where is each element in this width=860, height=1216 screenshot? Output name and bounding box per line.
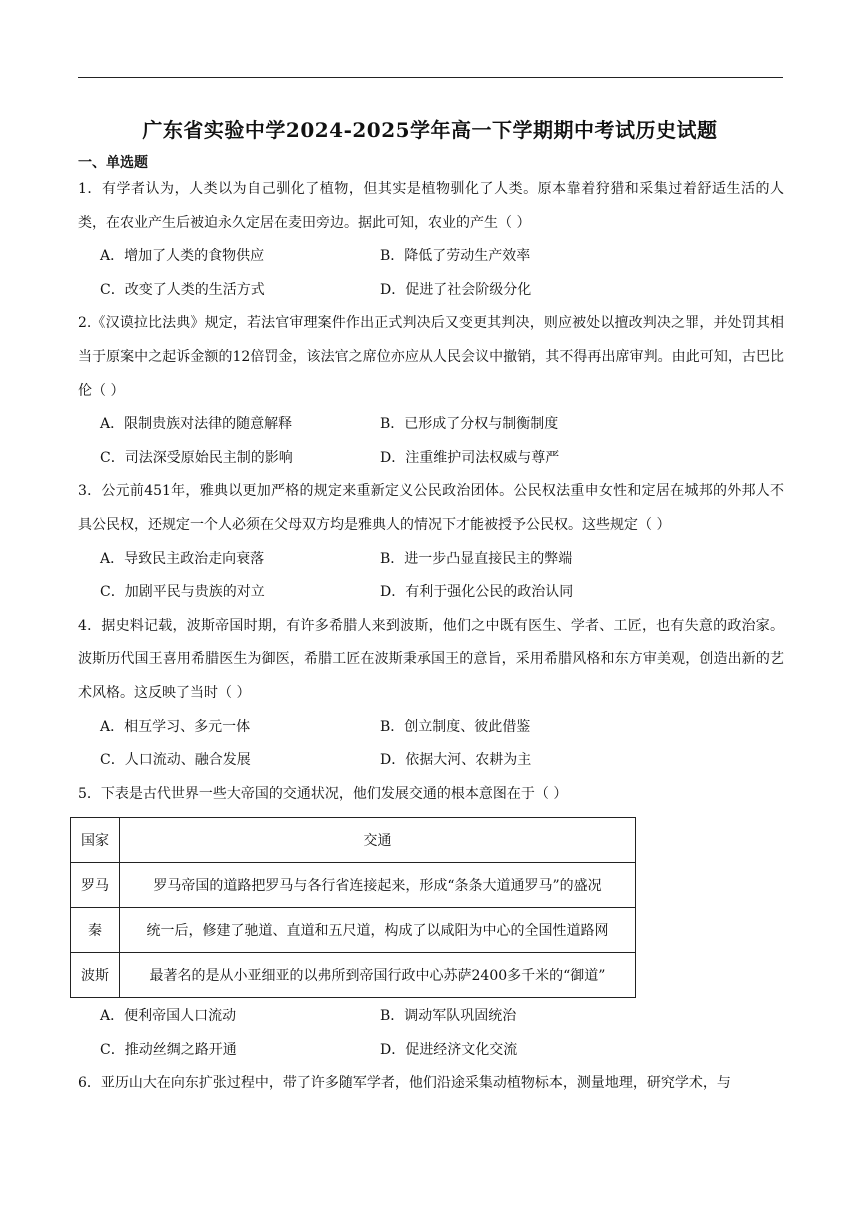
table-row <box>71 863 636 908</box>
question-list <box>78 173 784 1101</box>
table-header: 交通 <box>120 818 636 863</box>
table-header: 国家 <box>71 818 120 863</box>
question-stem: 2.《汉谟拉比法典》规定，若法官审理案件作出正式判决后又变更其判决，则应被处以擅改判决之罪，并处罚其相当于原案中之起诉金额的12倍罚金，该法官之席位亦应从人民会议中撤销，其不得再出席审判。由此可知，古巴比伦（ ） <box>78 315 784 399</box>
option-d[interactable]: D．依据大河、农耕为主 <box>380 752 532 769</box>
table-header-row <box>71 818 636 863</box>
section-heading: 一、单选题 <box>78 155 148 171</box>
table-cell: 波斯 <box>71 953 120 998</box>
option-d[interactable]: D．促进了社会阶级分化 <box>380 281 532 298</box>
question-stem: 1．有学者认为，人类以为自己驯化了植物，但其实是植物驯化了人类。原本靠着狩猎和采集过着舒适生活的人类，在农业产生后被迫永久定居在麦田旁边。据此可知，农业的产生（ ） <box>78 181 784 231</box>
table-cell: 最著名的是从小亚细亚的以弗所到帝国行政中心苏萨2400多千米的“御道” <box>120 953 636 998</box>
option-c[interactable]: C．推动丝绸之路开通 <box>100 1041 237 1058</box>
table-cell: 统一后，修建了驰道、直道和五尺道，构成了以咸阳为中心的全国性道路网 <box>120 908 636 953</box>
option-c[interactable]: C．司法深受原始民主制的影响 <box>100 449 293 466</box>
option-grid <box>100 711 784 778</box>
option-b[interactable]: B．降低了劳动生产效率 <box>380 248 531 265</box>
question-stem: 4．据史料记载，波斯帝国时期，有许多希腊人来到波斯，他们之中既有医生、学者、工匠，也有失意的政治家。波斯历代国王喜用希腊医生为御医，希腊工匠在波斯秉承国王的意旨，采用希腊风格和东方审美观，创造出新的艺术风格。这反映了当时（ ） <box>78 617 784 701</box>
option-grid <box>100 240 784 307</box>
question-2 <box>78 307 784 475</box>
question-5 <box>78 778 784 1068</box>
option-a[interactable]: A．增加了人类的食物供应 <box>100 248 265 265</box>
transport-table <box>70 817 636 998</box>
table-row <box>71 908 636 953</box>
option-c[interactable]: C．加剧平民与贵族的对立 <box>100 584 265 601</box>
option-d[interactable]: D．注重维护司法权威与尊严 <box>380 449 560 466</box>
option-grid <box>100 1000 784 1067</box>
option-a[interactable]: A．便利帝国人口流动 <box>100 1008 237 1025</box>
option-a[interactable]: A．相互学习、多元一体 <box>100 718 251 735</box>
option-b[interactable]: B．进一步凸显直接民主的弊端 <box>380 550 573 567</box>
option-b[interactable]: B．调动军队巩固统治 <box>380 1008 517 1025</box>
question-stem: 6．亚历山大在向东扩张过程中，带了许多随军学者，他们沿途采集动植物标本，测量地理，研究学术，与 <box>78 1075 731 1092</box>
question-stem: 3．公元前451年，雅典以更加严格的规定来重新定义公民政治团体。公民权法重申女性和定居在城邦的外邦人不具公民权，还规定一个人必须在父母双方均是雅典人的情况下才能被授予公民权。这些规定（ ） <box>78 483 784 533</box>
option-c[interactable]: C．人口流动、融合发展 <box>100 752 251 769</box>
question-3 <box>78 475 784 609</box>
option-d[interactable]: D．有利于强化公民的政治认同 <box>380 584 574 601</box>
question-4 <box>78 610 784 778</box>
question-stem: 5．下表是古代世界一些大帝国的交通状况，他们发展交通的根本意图在于（ ） <box>78 785 568 802</box>
option-a[interactable]: A．限制贵族对法律的随意解释 <box>100 416 293 433</box>
option-b[interactable]: B．已形成了分权与制衡制度 <box>380 416 559 433</box>
option-a[interactable]: A．导致民主政治走向衰落 <box>100 550 265 567</box>
option-d[interactable]: D．促进经济文化交流 <box>380 1041 518 1058</box>
table-row <box>71 953 636 998</box>
option-c[interactable]: C．改变了人类的生活方式 <box>100 281 265 298</box>
question-1 <box>78 173 784 307</box>
page-title: 广东省实验中学2024-2025学年高一下学期期中考试历史试题 <box>142 118 718 142</box>
option-grid <box>100 543 784 610</box>
table-cell: 罗马帝国的道路把罗马与各行省连接起来，形成“条条大道通罗马”的盛况 <box>120 863 636 908</box>
header-rule <box>78 77 783 78</box>
option-b[interactable]: B．创立制度、彼此借鉴 <box>380 718 531 735</box>
option-grid <box>100 408 784 475</box>
table-cell: 罗马 <box>71 863 120 908</box>
table-cell: 秦 <box>71 908 120 953</box>
question-6 <box>78 1067 784 1101</box>
